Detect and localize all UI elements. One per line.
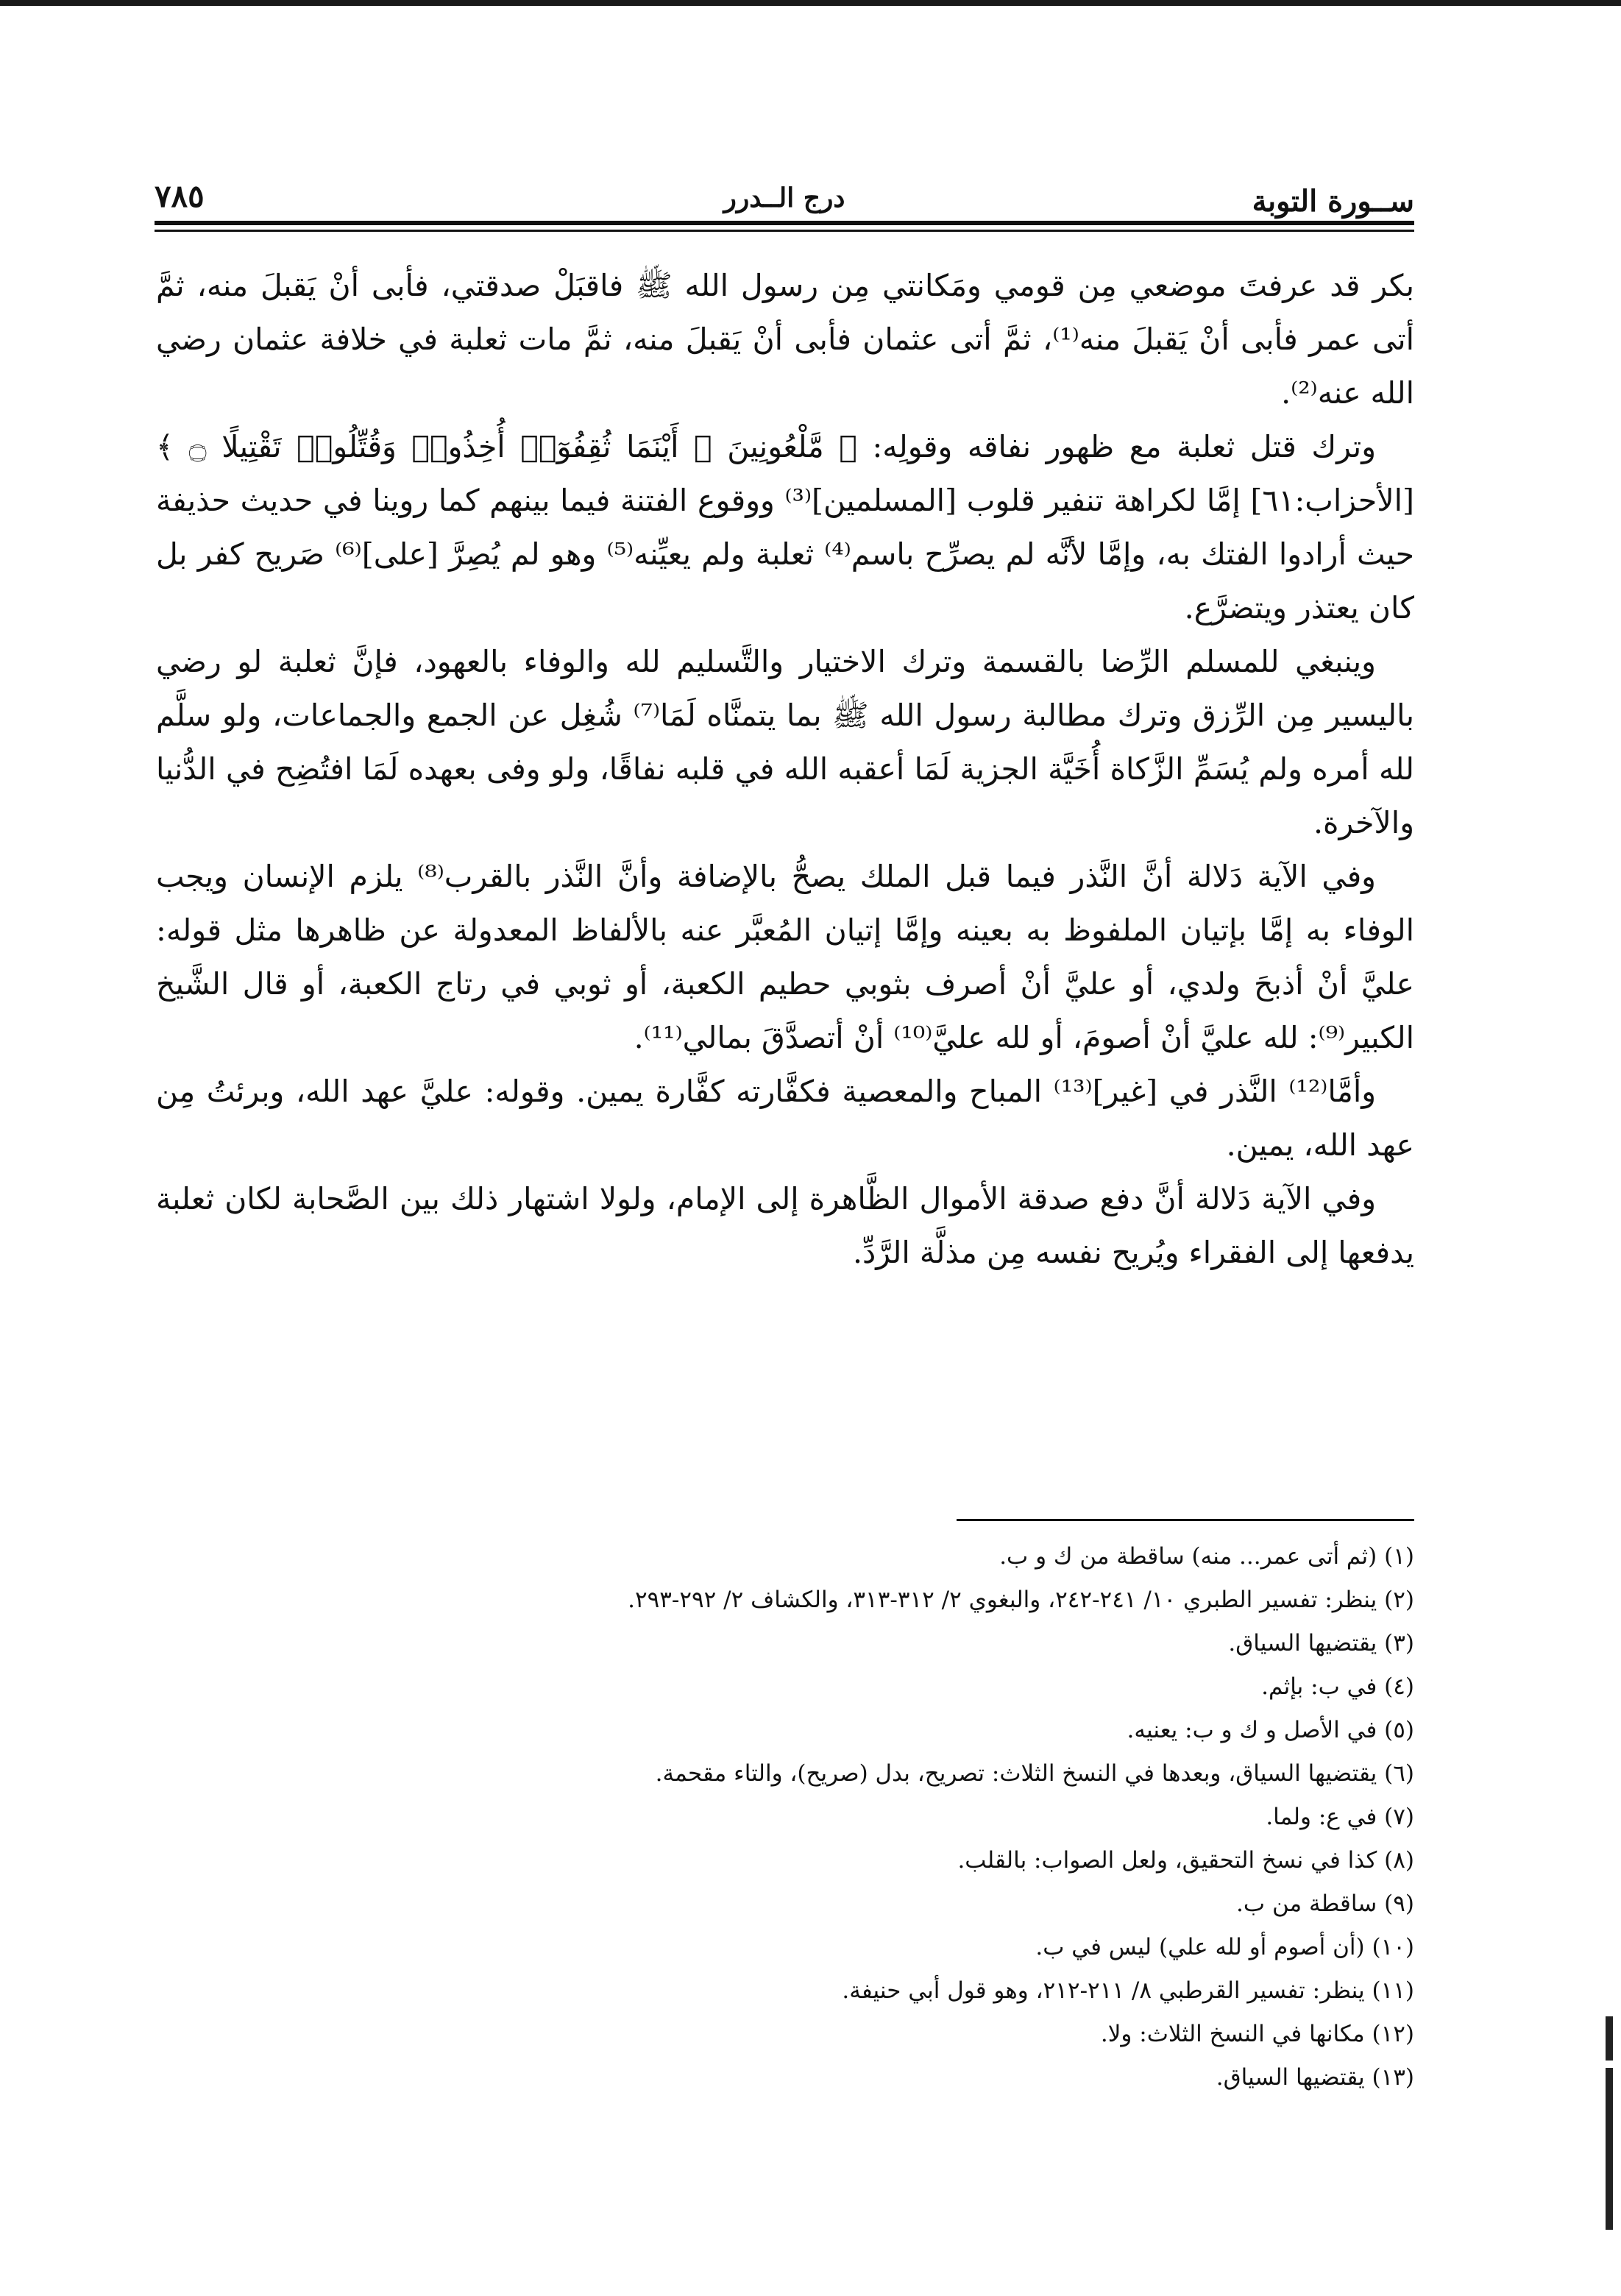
header-rule-thin — [155, 230, 1414, 232]
book-title: درج الــدرر — [723, 183, 845, 213]
footnote: (٥) في الأصل و ك و ب: يعنيه. — [1127, 1717, 1414, 1743]
page-header — [155, 171, 1414, 222]
footnote: (٤) في ب: بإثم. — [1261, 1673, 1414, 1700]
footnotes — [156, 1535, 1414, 2100]
footnote: (١٢) مكانها في النسخ الثلاث: ولا. — [1100, 2021, 1414, 2047]
scan-edge-mark — [1606, 2068, 1613, 2230]
surah-title: ســورة التوبة — [1252, 184, 1414, 219]
footnote-separator — [957, 1519, 1414, 1521]
page-number: ٧٨٥ — [155, 178, 205, 214]
paragraph: وفي الآية دَلالة أنَّ دفع صدقة الأموال الظَّاهرة إلى الإمام، ولولا اشتهار ذلك بين الصَّحابة لكان ثعلبة يدفعها إلى الفقراء ويُريح نفسه مِن مذلَّة الرَّدِّ. — [156, 1181, 1414, 1270]
footnote: (١١) ينظر: تفسير القرطبي ٨/ ٢١١-٢١٢، وهو قول أبي حنيفة. — [842, 1977, 1414, 2004]
paragraph: بكر قد عرفتَ موضعي مِن قومي ومَكانتي مِن رسول الله ﷺ فاقبَلْ صدقتي، فأبى أنْ يَقبلَ منه، ثمَّ أتى عمر فأبى أنْ يَقبلَ منه⁽¹⁾، ثمَّ أتى عثمان فأبى أنْ يَقبلَ منه، ثمَّ مات ثعلبة في خلافة عثمان رضي الله عنه⁽²⁾. — [156, 268, 1414, 411]
paragraph: وأمَّا⁽¹²⁾ النَّذر في [غير]⁽¹³⁾ المباح والمعصية فكفَّارته كفَّارة يمين. وقوله: عليَّ عهد الله، وبرئتُ مِن عهد الله، يمين. — [156, 1074, 1414, 1163]
footnote: (١) (ثم أتى عمر... منه) ساقطة من ك و ب. — [999, 1543, 1414, 1570]
footnote: (١٣) يقتضيها السياق. — [1216, 2064, 1414, 2091]
paragraph: وينبغي للمسلم الرِّضا بالقسمة وترك الاختيار والتَّسليم لله والوفاء بالعهود، فإنَّ ثعلبة لو رضي باليسير مِن الرِّزق وترك مطالبة رسول الله ﷺ بما يتمنَّاه لَمَا⁽⁷⁾ شُغِل عن الجمع والجماعات، ولو سلَّم لله أمره ولم يُسَمِّ الزَّكاة أُخَيَّة الجزية لَمَا أعقبه الله في قلبه نفاقًا، ولو وفى بعهده لَمَا افتُضِح في الدُّنيا والآخرة. — [156, 644, 1414, 840]
footnote: (١٠) (أن أصوم أو لله علي) ليس في ب. — [1035, 1934, 1414, 1960]
footnote: (٨) كذا في نسخ التحقيق، ولعل الصواب: بالقلب. — [957, 1847, 1414, 1874]
scan-edge-mark — [1606, 2016, 1613, 2061]
header-rule-thick — [155, 221, 1414, 225]
paragraph: وترك قتل ثعلبة مع ظهور نفاقه وقولِه: ﴿ مَّلْعُونِينَ ۖ أَيْنَمَا ثُقِفُوٓا۟ أُخِذُوا۟ وَقُتِّلُوا۟ تَقْتِيلًا ۝ ﴾ [الأحزاب:٦١] إمَّا لكراهة تنفير قلوب [المسلمين]⁽³⁾ ووقوع الفتنة فيما بينهم كما روينا في حديث حذيفة حيث أرادوا الفتك به، وإمَّا لأنَّه لم يصرِّح باسم⁽⁴⁾ ثعلبة ولم يعيِّنه⁽⁵⁾ وهو لم يُصِرَّ [على]⁽⁶⁾ صَريح كفر بل كان يعتذر ويتضرَّع. — [156, 429, 1414, 626]
scan-top-edge — [0, 0, 1621, 6]
footnote: (٩) ساقطة من ب. — [1236, 1891, 1414, 1917]
main-text — [156, 259, 1414, 1280]
paragraph: وفي الآية دَلالة أنَّ النَّذر فيما قبل الملك يصحُّ بالإضافة وأنَّ النَّذر بالقرب⁽⁸⁾ يلزم الإنسان ويجب الوفاء به إمَّا بإتيان الملفوظ به بعينه وإمَّا إتيان المُعبَّر عنه بالألفاظ المعدولة عن ظاهرها مثل قوله: عليَّ أنْ أذبحَ ولدي، أو عليَّ أنْ أصرف بثوبي حطيم الكعبة، أو ثوبي في رتاج الكعبة، أو قال الشَّيخ الكبير⁽⁹⁾: لله عليَّ أنْ أصومَ، أو لله عليَّ⁽¹⁰⁾ أنْ أتصدَّقَ بمالي⁽¹¹⁾. — [156, 859, 1414, 1055]
footnote: (٧) في ع: ولما. — [1266, 1804, 1414, 1830]
footnote: (٢) ينظر: تفسير الطبري ١٠/ ٢٤١-٢٤٢، والبغوي ٢/ ٣١٢-٣١٣، والكشاف ٢/ ٢٩٢-٢٩٣. — [628, 1587, 1414, 1613]
footnote: (٣) يقتضيها السياق. — [1228, 1630, 1414, 1657]
footnote: (٦) يقتضيها السياق، وبعدها في النسخ الثلاث: تصريح، بدل (صريح)، والتاء مقحمة. — [655, 1760, 1414, 1787]
